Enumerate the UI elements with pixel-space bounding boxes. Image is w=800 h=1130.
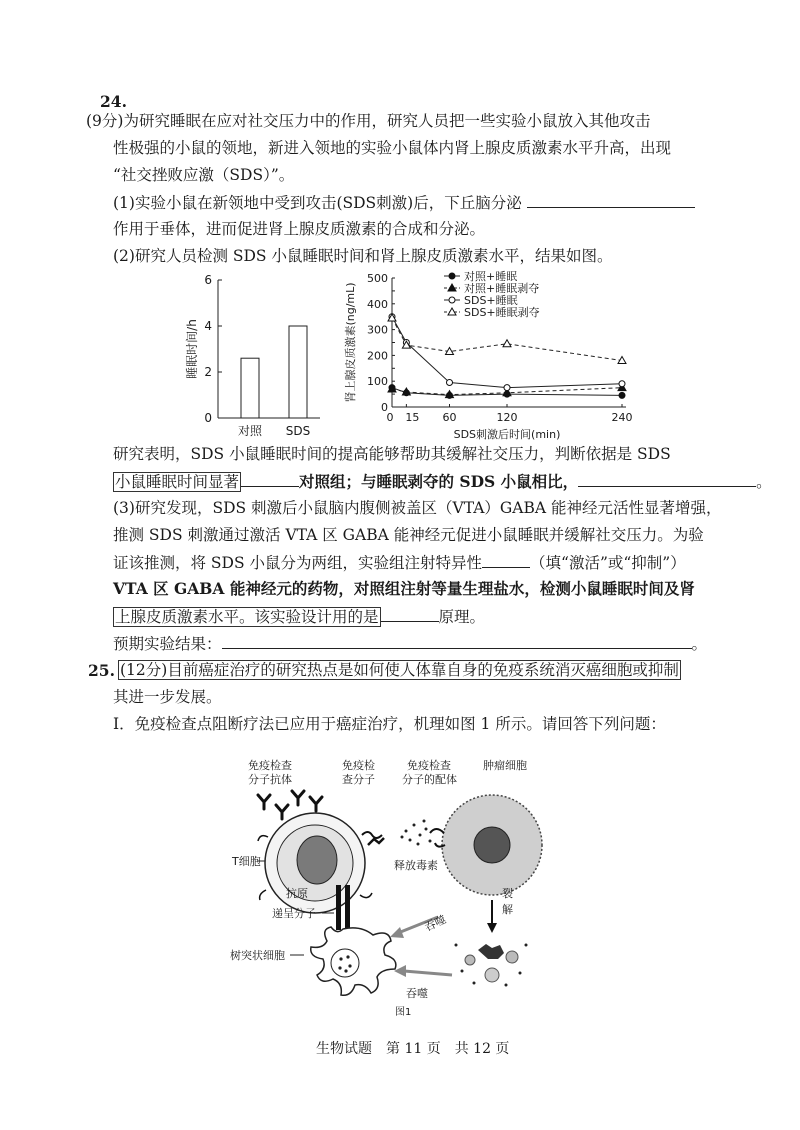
- bar-y-axis-label: 睡眠时间/h: [185, 319, 199, 379]
- q24-expected-label: 预期实验结果：: [113, 635, 222, 653]
- answer-blank-1[interactable]: [527, 191, 695, 208]
- q24-part3-text-a: 证该推测，将 SDS 小鼠分为两组，实验组注射特异性: [113, 554, 483, 572]
- line-x-tick-label: 0: [386, 411, 394, 424]
- q24-intro-line2: 性极强的小鼠的领地，新进入领地的实验小鼠体内肾上腺皮质激素水平升高，出现: [113, 139, 672, 157]
- checkpoint-molecule-icon: [368, 838, 384, 845]
- line-y-tick-label: 0: [381, 401, 388, 414]
- legend-marker-0: [449, 273, 455, 279]
- ligand-icon: [430, 829, 444, 833]
- label-dendritic: 树突状细胞: [230, 949, 285, 962]
- label-lysis-1: 裂: [502, 887, 513, 900]
- q24-conclusion-text-b: 对照组；与睡眠剥夺的 SDS 小鼠相比，: [299, 472, 579, 491]
- label-tumor: 肿瘤细胞: [483, 759, 527, 772]
- q24-part3-line3: [113, 551, 686, 574]
- label-tcell: T细胞: [232, 855, 261, 868]
- question-24-number: 24.: [100, 92, 127, 111]
- line-x-tick-label: 15: [405, 411, 420, 424]
- label-presenting: 递呈分子: [272, 907, 316, 920]
- label-antigen: 抗原: [286, 887, 308, 900]
- legend-label-1: 对照+睡眠剥夺: [464, 282, 540, 295]
- answer-blank-2[interactable]: [241, 470, 299, 487]
- q24-part3-line4: VTA 区 GABA 能神经元的药物，对照组注射等量生理盐水，检测小鼠睡眠时间及肾: [113, 579, 695, 598]
- q24-part3-line6: [113, 632, 707, 655]
- toxin-particles: [401, 820, 432, 846]
- q24-conclusion-end: 。: [756, 473, 772, 491]
- engulf-arrow-2: [404, 971, 452, 975]
- q24-part3-line5: [113, 605, 485, 628]
- page-footer: 生物试题 第 11 页 共 12 页: [316, 1041, 510, 1057]
- figure-1-caption: 图1: [395, 1007, 412, 1018]
- bar-category-label: SDS: [285, 424, 311, 438]
- q24-intro-line3: “社交挫败应激（SDS）”。: [113, 166, 295, 184]
- line-y-axis-label: 肾上腺皮质激素(ng/mL): [344, 282, 357, 403]
- hormone-line-chart: [340, 266, 640, 446]
- bar-1: [289, 326, 307, 418]
- label-toxin: 释放毒素: [394, 859, 438, 872]
- label-engulf-1: 吞噬: [422, 912, 449, 934]
- line-y-tick-label: 400: [367, 297, 388, 311]
- label-ligand-1: 免疫检查: [407, 759, 451, 772]
- bar-0: [241, 358, 259, 418]
- q24-conclusion-line1: 研究表明，SDS 小鼠睡眠时间的提高能够帮助其缓解社交压力，判断依据是 SDS: [113, 445, 671, 463]
- sleep-time-bar-chart: [180, 266, 330, 441]
- line-y-tick-label: 100: [367, 375, 388, 389]
- question-25-number: 25.: [88, 661, 115, 680]
- q24-part2-intro: (2)研究人员检测 SDS 小鼠睡眠时间和肾上腺皮质激素水平，结果如图。: [113, 247, 613, 265]
- q25-line1-text: (12分)目前癌症治疗的研究热点是如何使人体靠自身的免疫系统消灭癌细胞或抑制: [120, 661, 679, 679]
- bar-y-tick-label: 6: [204, 273, 212, 287]
- answer-blank-5[interactable]: [381, 605, 439, 622]
- label-checkpoint-1: 免疫检: [342, 759, 375, 772]
- series-2-point: [447, 379, 453, 385]
- series-line-2: [392, 317, 622, 388]
- bar-category-label: 对照: [237, 424, 263, 438]
- label-antibody-1: 免疫检查: [248, 759, 292, 772]
- answer-blank-4[interactable]: [482, 551, 530, 568]
- q24-part3-line1: (3)研究发现，SDS 刺激后小鼠脑内腹侧被盖区（VTA）GABA 能神经元活性显著增强，: [113, 499, 722, 517]
- line-y-tick-label: 200: [367, 349, 388, 363]
- q24-conclusion-line2: [113, 470, 772, 493]
- series-0-point: [619, 392, 625, 398]
- line-y-tick-label: 300: [367, 323, 388, 337]
- q24-part1-line2: 作用于垂体，进而促进肾上腺皮质激素的合成和分泌。: [113, 220, 486, 238]
- line-x-axis-label: SDS刺激后时间(min): [453, 428, 561, 441]
- q24-part3-text-d: 原理。: [438, 608, 486, 626]
- label-engulf-2: 吞噬: [406, 987, 428, 1000]
- bar-y-tick-label: 0: [204, 411, 212, 425]
- line-x-tick-label: 60: [442, 411, 457, 424]
- lysed-tumor-debris: [455, 944, 528, 987]
- q24-expected-end: 。: [691, 635, 708, 653]
- bar-y-tick-label: 4: [204, 319, 212, 333]
- series-2-point: [504, 385, 510, 391]
- q24-conclusion-text-a: 小鼠睡眠时间显著: [115, 473, 240, 491]
- line-x-tick-label: 120: [496, 411, 518, 424]
- tumor-nucleus: [474, 827, 510, 863]
- bar-y-tick-label: 2: [204, 365, 212, 379]
- label-antibody-2: 分子抗体: [248, 773, 292, 786]
- q24-part1-line1: [113, 191, 695, 214]
- q24-part3-line2: 推测 SDS 刺激通过激活 VTA 区 GABA 能神经元促进小鼠睡眠并缓解社交压力。为验: [113, 526, 704, 544]
- t-cell-nucleus: [297, 836, 337, 884]
- legend-label-0: 对照+睡眠: [464, 270, 518, 283]
- series-3-point: [503, 340, 511, 347]
- label-ligand-2: 分子的配体: [402, 773, 457, 786]
- line-y-tick-label: 500: [367, 272, 388, 285]
- q25-line3: I．免疫检查点阻断疗法已应用于癌症治疗，机理如图 1 所示。请回答下列问题：: [113, 715, 666, 733]
- q24-part3-text-b: （填“激活”或“抑制”）: [530, 554, 686, 572]
- label-lysis-2: 解: [502, 903, 513, 916]
- label-checkpoint-2: 查分子: [342, 773, 375, 786]
- q24-intro-line1: (9分)为研究睡眠在应对社交压力中的作用，研究人员把一些实验小鼠放入其他攻击: [86, 112, 651, 130]
- legend-marker-2: [449, 297, 455, 303]
- line-x-tick-label: 240: [611, 411, 633, 424]
- q25-line2: 其进一步发展。: [113, 688, 222, 706]
- q25-line1: [118, 659, 681, 681]
- q24-part1-text: (1)实验小鼠在新领地中受到攻击(SDS刺激)后，下丘脑分泌: [113, 194, 522, 212]
- answer-blank-3[interactable]: [578, 470, 756, 487]
- figure-1-diagram: [230, 745, 590, 1020]
- legend-label-2: SDS+睡眠: [464, 294, 518, 307]
- q24-part3-text-c: 上腺皮质激素水平。该实验设计用的是: [115, 608, 379, 626]
- answer-blank-6[interactable]: [222, 632, 692, 649]
- series-2-point: [619, 381, 625, 387]
- legend-label-3: SDS+睡眠剥夺: [464, 306, 540, 319]
